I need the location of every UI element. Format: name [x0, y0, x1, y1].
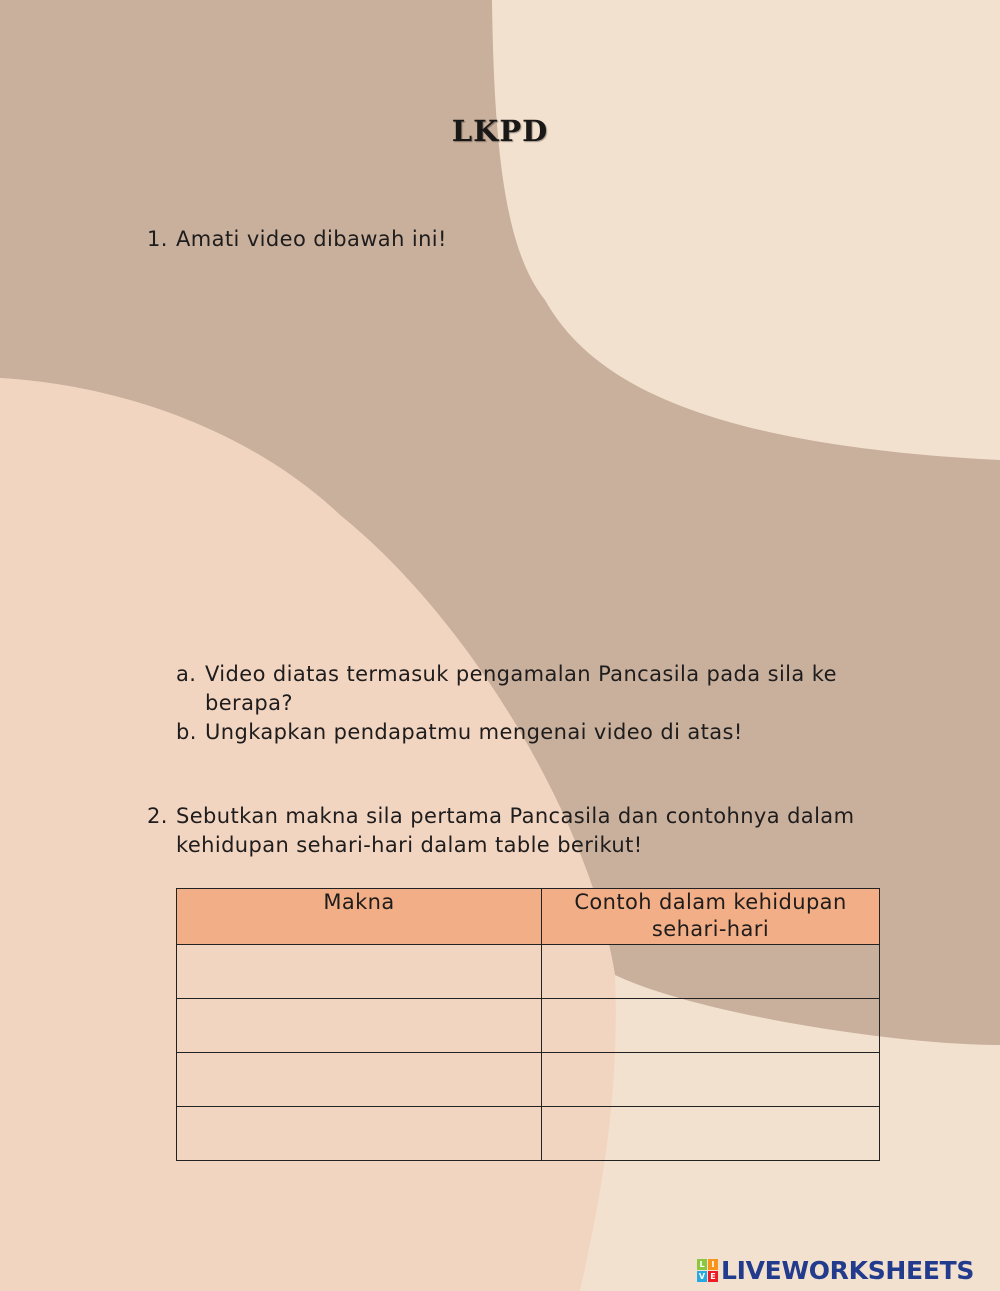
makna-answer-cell[interactable] [177, 1053, 542, 1107]
sub-item-a-text: Video diatas termasuk pengamalan Pancasila pada sila ke berapa? [205, 662, 837, 715]
question-2 [147, 802, 867, 860]
table-row [177, 999, 880, 1053]
liveworksheets-mark-icon: L I V E [697, 1259, 718, 1282]
liveworksheets-logo[interactable] [697, 1256, 974, 1284]
sub-item-a-letter: a. [176, 662, 197, 686]
worksheet-title: LKPD [451, 114, 549, 148]
header-makna: Makna [177, 889, 542, 945]
answer-table-header-row [177, 889, 880, 945]
question-1-text: Amati video dibawah ini! [176, 227, 447, 251]
table-row [177, 945, 880, 999]
makna-answer-cell[interactable] [177, 999, 542, 1053]
question-1-number: 1. [147, 227, 168, 251]
question-1 [147, 225, 867, 254]
table-row [177, 1107, 880, 1161]
makna-answer-cell[interactable] [177, 945, 542, 999]
question-2-number: 2. [147, 804, 168, 828]
question-1-sub-a [176, 660, 856, 718]
contoh-answer-cell[interactable] [542, 1053, 880, 1107]
contoh-answer-cell[interactable] [542, 1107, 880, 1161]
sub-item-b-letter: b. [176, 720, 197, 744]
liveworksheets-wordmark: LIVEWORKSHEETS [721, 1255, 975, 1285]
table-row [177, 1053, 880, 1107]
question-1-sub-b [176, 718, 856, 747]
header-contoh: Contoh dalam kehidupan sehari-hari [542, 889, 880, 945]
answer-table [176, 888, 880, 1161]
question-2-text: Sebutkan makna sila pertama Pancasila dan contohnya dalam kehidupan sehari-hari dalam table berikut! [176, 804, 855, 857]
makna-answer-cell[interactable] [177, 1107, 542, 1161]
sub-item-b-text: Ungkapkan pendapatmu mengenai video di atas! [205, 720, 743, 744]
contoh-answer-cell[interactable] [542, 945, 880, 999]
contoh-answer-cell[interactable] [542, 999, 880, 1053]
